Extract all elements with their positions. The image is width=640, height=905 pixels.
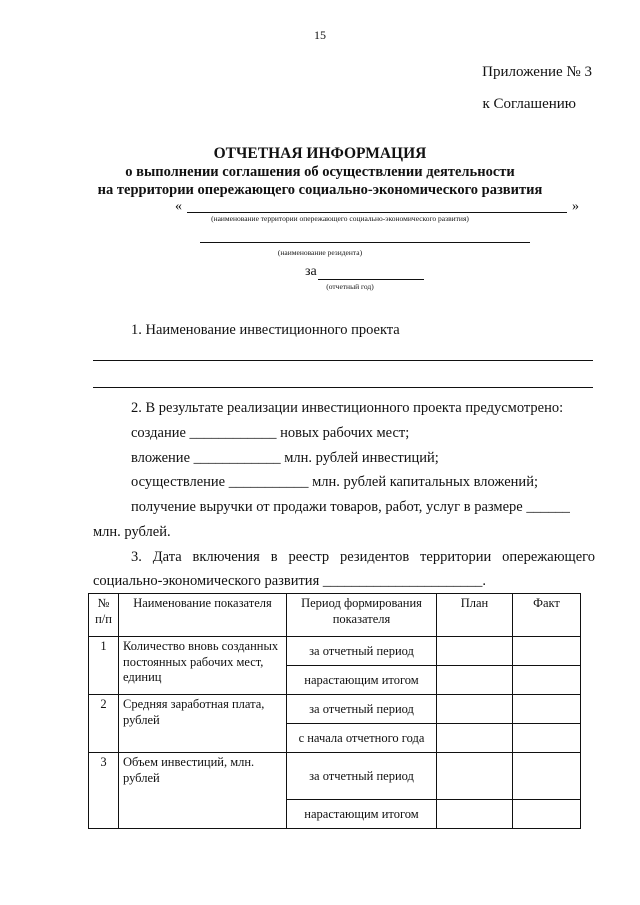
jobs-line: создание ____________ новых рабочих мест; — [131, 425, 410, 441]
fact-cell[interactable] — [513, 695, 581, 724]
table-row — [89, 753, 581, 800]
indicator-name: Средняя заработная плата, рублей — [119, 695, 287, 753]
col-header-period: Период формирования показателя — [287, 594, 437, 637]
appendix-label: Приложение № 3 — [482, 64, 592, 80]
section-2-heading: 2. В результате реализации инвестиционного проекта предусмотрено: — [131, 400, 564, 416]
close-quote: » — [572, 199, 579, 214]
plan-cell[interactable] — [437, 666, 513, 695]
open-quote: « — [175, 199, 182, 214]
revenue-unit: млн. рублей. — [93, 524, 171, 540]
period-cell: за отчетный период — [287, 753, 437, 800]
period-cell: с начала отчетного года — [287, 724, 437, 753]
document-title: ОТЧЕТНАЯ ИНФОРМАЦИЯ — [213, 145, 427, 162]
fact-cell[interactable] — [513, 724, 581, 753]
investments-line: вложение ____________ млн. рублей инвестиций; — [131, 450, 439, 466]
plan-cell[interactable] — [437, 724, 513, 753]
col-header-number: № п/п — [89, 594, 119, 637]
year-field[interactable] — [318, 279, 424, 280]
fact-cell[interactable] — [513, 753, 581, 800]
document-subtitle-line-1: о выполнении соглашения об осуществлении деятельности — [125, 164, 515, 180]
capital-line: осуществление ___________ млн. рублей капитальных вложений; — [131, 474, 538, 490]
section-1-heading: 1. Наименование инвестиционного проекта — [131, 322, 400, 338]
table-row — [89, 695, 581, 724]
project-name-line-2[interactable] — [93, 387, 593, 388]
indicator-name: Количество вновь созданных постоянных рабочих мест, единиц — [119, 637, 287, 695]
fact-cell[interactable] — [513, 666, 581, 695]
period-cell: за отчетный период — [287, 637, 437, 666]
agreement-label: к Соглашению — [482, 96, 576, 112]
report-table — [88, 593, 581, 829]
period-cell: нарастающим итогом — [287, 666, 437, 695]
row-number: 2 — [89, 695, 119, 753]
document-subtitle-line-2: на территории опережающего социально-экономического развития — [97, 182, 543, 198]
territory-caption: (наименование территории опережающего социально-экономического развития) — [211, 214, 469, 223]
year-prefix: за — [305, 264, 317, 279]
col-header-fact: Факт — [513, 594, 581, 637]
plan-cell[interactable] — [437, 695, 513, 724]
project-name-line-1[interactable] — [93, 360, 593, 361]
year-caption: (отчетный год) — [326, 282, 374, 291]
section-3-line-1: 3. Дата включения в реестр резидентов территории опережающего — [131, 549, 595, 565]
table-row — [89, 637, 581, 666]
period-cell: нарастающим итогом — [287, 800, 437, 829]
resident-caption: (наименование резидента) — [277, 248, 363, 257]
fact-cell[interactable] — [513, 800, 581, 829]
period-cell: за отчетный период — [287, 695, 437, 724]
table-header-row — [89, 594, 581, 637]
indicator-name: Объем инвестиций, млн. рублей — [119, 753, 287, 829]
revenue-line: получение выручки от продажи товаров, работ, услуг в размере ______ — [131, 499, 570, 515]
page-number: 15 — [314, 28, 326, 42]
col-header-indicator: Наименование показателя — [119, 594, 287, 637]
plan-cell[interactable] — [437, 800, 513, 829]
fact-cell[interactable] — [513, 637, 581, 666]
plan-cell[interactable] — [437, 637, 513, 666]
row-number: 3 — [89, 753, 119, 829]
territory-underline — [187, 212, 567, 213]
row-number: 1 — [89, 637, 119, 695]
col-header-plan: План — [437, 594, 513, 637]
section-3-line-2: социально-экономического развития ______________________. — [93, 573, 486, 589]
resident-name-field[interactable] — [200, 242, 530, 243]
plan-cell[interactable] — [437, 753, 513, 800]
